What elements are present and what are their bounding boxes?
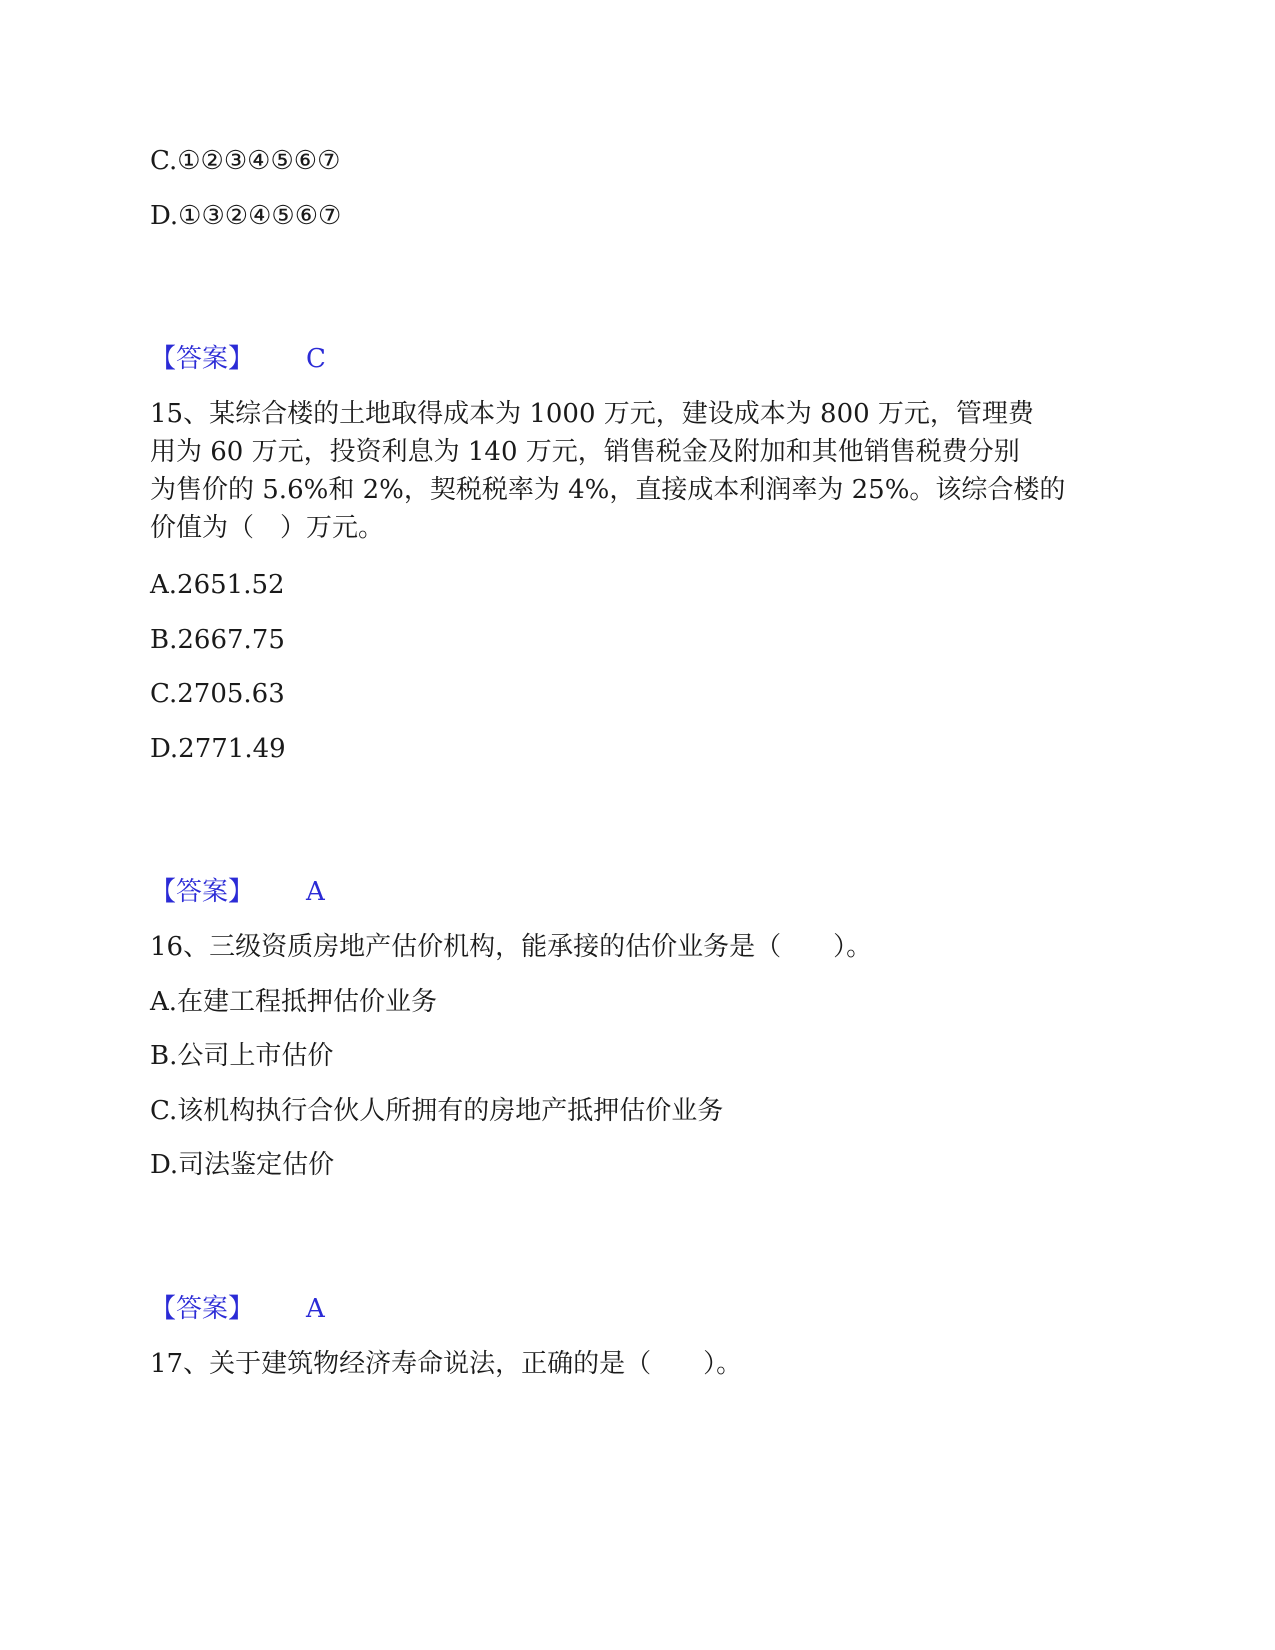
- answer-value: A: [306, 1294, 325, 1324]
- q15-answer-row: [150, 873, 325, 911]
- option-c: C.①②③④⑤⑥⑦: [150, 146, 341, 176]
- stem-line: 15、某综合楼的土地取得成本为 1000 万元，建设成本为 800 万元，管理费: [150, 399, 1034, 429]
- option-d: D.①③②④⑤⑥⑦: [150, 201, 342, 231]
- question-15-stem: [150, 395, 1100, 547]
- stem-line: 为售价的 5.6%和 2%，契税税率为 4%，直接成本利润率为 25%。该综合楼的: [150, 475, 1066, 505]
- q16-option-d: D.司法鉴定估价: [150, 1150, 335, 1180]
- answer-value: C: [306, 344, 326, 374]
- q15-option-d: D.2771.49: [150, 734, 286, 764]
- answer-value: A: [306, 877, 325, 907]
- q16-option-b: B.公司上市估价: [150, 1041, 334, 1071]
- stem-line: 用为 60 万元，投资利息为 140 万元，销售税金及附加和其他销售税费分别: [150, 437, 1020, 467]
- q15-option-a: A.2651.52: [150, 570, 285, 600]
- q15-option-b: B.2667.75: [150, 625, 285, 655]
- answer-label: 【答案】: [150, 344, 255, 374]
- q16-option-c: C.该机构执行合伙人所拥有的房地产抵押估价业务: [150, 1096, 724, 1126]
- question-17-stem: 17、关于建筑物经济寿命说法，正确的是（ ）。: [150, 1349, 743, 1379]
- stem-line: 价值为（ ）万元。: [150, 513, 385, 543]
- question-16-stem: 16、三级资质房地产估价机构，能承接的估价业务是（ ）。: [150, 932, 873, 962]
- q15-option-c: C.2705.63: [150, 679, 285, 709]
- q16-option-a: A.在建工程抵押估价业务: [150, 987, 438, 1017]
- q16-answer-row: [150, 1290, 325, 1328]
- answer-row: [150, 340, 326, 378]
- answer-label: 【答案】: [150, 1294, 255, 1324]
- answer-label: 【答案】: [150, 877, 255, 907]
